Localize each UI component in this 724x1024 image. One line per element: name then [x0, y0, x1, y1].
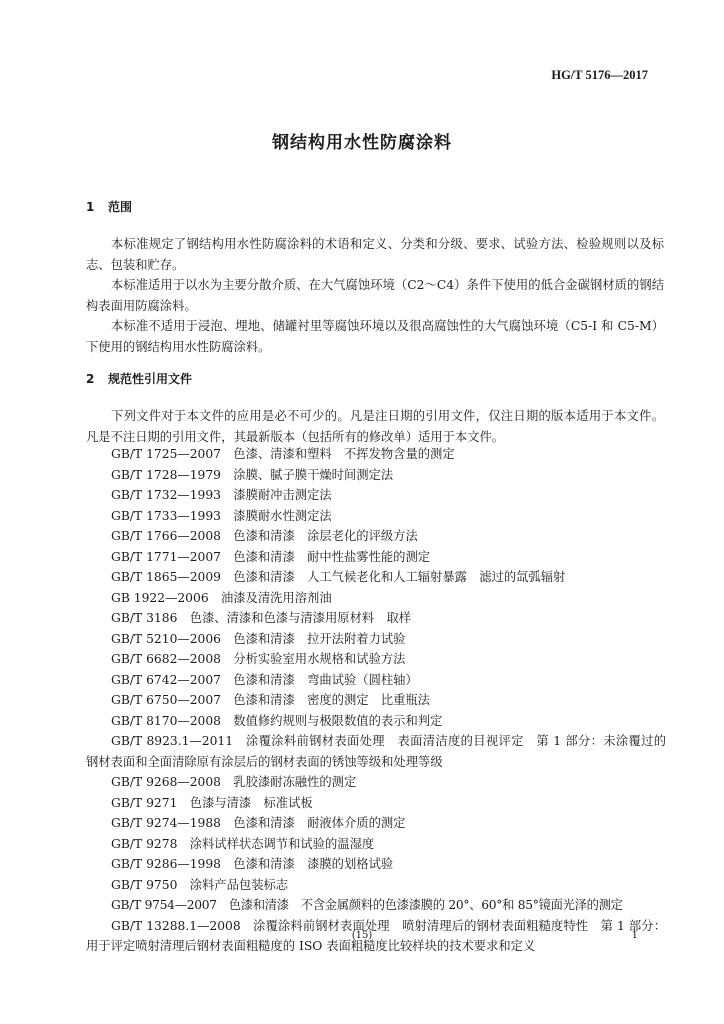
scope-paragraph-3: 本标准不适用于浸泡、埋地、储罐衬里等腐蚀环境以及很高腐蚀性的大气腐蚀环境（C5-I 和 C5-M）下使用的钢结构用水性防腐涂料。 [86, 319, 664, 354]
reference-item: GB/T 1766—2008 色漆和清漆 涂层老化的评级方法 [111, 529, 418, 543]
scope-paragraph-1: 本标准规定了钢结构用水性防腐涂料的术语和定义、分类和分级、要求、试验方法、检验规则以及标志、包装和贮存。 [86, 237, 664, 272]
reference-item: GB/T 8170—2008 数值修约规则与极限数值的表示和判定 [111, 713, 443, 728]
reference-item: GB/T 3186 色漆、清漆和色漆与清漆用原材料 取样 [111, 611, 412, 625]
page-number: 1 [631, 930, 638, 941]
reference-item: GB/T 6742—2007 色漆和清漆 弯曲试验（圆柱轴） [111, 672, 418, 687]
reference-item: GB/T 9268—2008 乳胶漆耐冻融性的测定 [111, 775, 357, 789]
reference-item: GB/T 1732—1993 漆膜耐冲击测定法 [111, 488, 332, 502]
reference-item: GB/T 1725—2007 色漆、清漆和塑料 不挥发物含量的测定 [111, 447, 455, 461]
section-number: 1 [86, 200, 95, 214]
reference-item: GB/T 6750—2007 色漆和清漆 密度的测定 比重瓶法 [111, 693, 431, 707]
section-title: 规范性引用文件 [108, 372, 193, 386]
normative-references-list [86, 444, 666, 957]
reference-item: GB/T 6682—2008 分析实验室用水规格和试验方法 [111, 652, 406, 666]
document-title: 钢结构用水性防腐涂料 [272, 133, 452, 153]
reference-item: GB 1922—2006 油漆及清洗用溶剂油 [111, 590, 332, 605]
reference-item: GB/T 9271 色漆与清漆 标准试板 [111, 795, 313, 810]
reference-item: GB/T 9274—1988 色漆和清漆 耐液体介质的测定 [111, 816, 406, 830]
reference-item: GB/T 1771—2007 色漆和清漆 耐中性盐雾性能的测定 [111, 549, 431, 564]
reference-item: GB/T 9750 涂料产品包装标志 [111, 877, 289, 892]
reference-item: GB/T 9278 涂料试样状态调节和试验的温湿度 [111, 836, 375, 851]
reference-item: GB/T 9754—2007 色漆和清漆 不含金属颜料的色漆漆膜的 20°、60°和 85°镜面光泽的测定 [111, 898, 623, 912]
scope-paragraph-2: 本标准适用于以水为主要分散介质、在大气腐蚀环境（C2～C4）条件下使用的低合金碳钢材质的钢结构表面用防腐涂料。 [86, 278, 664, 313]
section-1-heading [86, 198, 132, 215]
reference-item: GB/T 1728—1979 涂膜、腻子膜干燥时间测定法 [111, 467, 394, 482]
section-2-heading [86, 370, 192, 387]
section-title: 范围 [108, 200, 133, 214]
references-intro: 下列文件对于本文件的应用是必不可少的。凡是注日期的引用文件，仅注日期的版本适用于本文件。凡是不注日期的引用文件，其最新版本（包括所有的修改单）适用于本文件。 [86, 409, 664, 444]
section-number: 2 [86, 372, 95, 386]
reference-item: GB/T 8923.1—2011 涂覆涂料前钢材表面处理 表面清洁度的目视评定 第 1 部分：未涂覆过的钢材表面和全面清除原有涂层后的钢材表面的锈蚀等级和处理等级 [86, 734, 666, 769]
standard-code: HG/T 5176—2017 [551, 68, 648, 82]
reference-item: GB/T 1865—2009 色漆和清漆 人工气候老化和人工辐射暴露 滤过的氙弧辐射 [111, 570, 566, 584]
reference-item: GB/T 13288.1—2008 涂覆涂料前钢材表面处理 喷射清理后的钢材表面粗糙度特性 第 1 部分：用于评定喷射清理后钢材表面粗糙度的 ISO 表面粗糙度比较样块的技术要求和定义 [86, 918, 666, 953]
reference-item: GB/T 1733—1993 漆膜耐水性测定法 [111, 508, 332, 523]
reference-item: GB/T 5210—2006 色漆和清漆 拉开法附着力试验 [111, 631, 406, 646]
reference-item: GB/T 9286—1998 色漆和清漆 漆膜的划格试验 [111, 857, 394, 871]
volume-mark: (15) [351, 930, 373, 941]
